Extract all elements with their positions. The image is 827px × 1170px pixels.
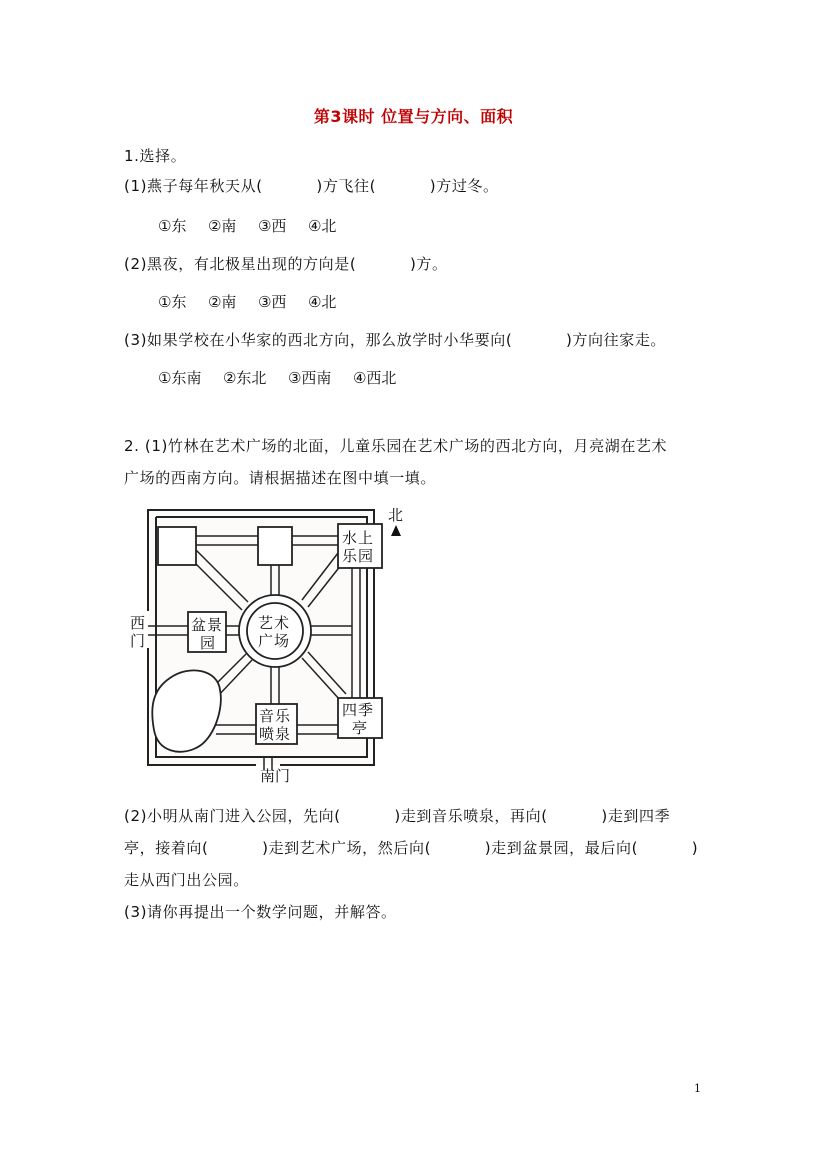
question-1-part-2-options: ①东 ②南 ③西 ④北 (158, 293, 337, 311)
water-park-label-2: 乐园 (342, 547, 375, 565)
question-2-part-3: (3)请你再提出一个数学问题，并解答。 (124, 903, 397, 921)
blank-box-north (258, 527, 292, 565)
bonsai-label-1: 盆景 (191, 616, 224, 634)
fountain-label-2: 喷泉 (259, 725, 292, 743)
question-1-heading: 1.选择。 (124, 147, 187, 165)
north-arrow-icon (391, 525, 401, 536)
fountain-label-1: 音乐 (259, 707, 292, 725)
question-1-part-1: (1)燕子每年秋天从( )方飞往( )方过冬。 (124, 177, 499, 195)
question-2-part-1-line-2: 广场的西南方向。请根据描述在图中填一填。 (124, 469, 437, 487)
south-gate-label: 南门 (260, 767, 291, 785)
blank-box-northwest (158, 527, 196, 565)
question-2-part-2-line-2: 亭，接着向( )走到艺术广场，然后向( )走到盆景园，最后向( ) (124, 839, 699, 857)
park-map (120, 500, 420, 790)
question-1-part-3-options: ①东南 ②东北 ③西南 ④西北 (158, 369, 397, 387)
plaza-label-1: 艺术 (258, 614, 291, 632)
west-gate-label-1: 西 (130, 614, 146, 632)
question-1-part-1-options: ①东 ②南 ③西 ④北 (158, 217, 337, 235)
question-2-part-2-line-1: (2)小明从南门进入公园，先向( )走到音乐喷泉，再向( )走到四季 (124, 807, 671, 825)
water-park-label-1: 水上 (342, 529, 375, 547)
question-2-part-1-line-1: 2. (1)竹林在艺术广场的北面，儿童乐园在艺术广场的西北方向，月亮湖在艺术 (124, 437, 668, 455)
bonsai-label-2: 园 (200, 634, 216, 652)
question-1-part-3: (3)如果学校在小华家的西北方向，那么放学时小华要向( )方向往家走。 (124, 331, 667, 349)
page-number: 1 (694, 1082, 701, 1095)
page-title: 第3课时 位置与方向、面积 (313, 107, 514, 126)
north-label: 北 (388, 506, 404, 524)
question-1-part-2: (2)黑夜，有北极星出现的方向是( )方。 (124, 255, 448, 273)
west-gate-label-2: 门 (130, 632, 146, 650)
plaza-label-2: 广场 (258, 632, 291, 650)
question-2-part-2-line-3: 走从西门出公园。 (124, 871, 249, 889)
pavilion-label-2: 亭 (352, 719, 368, 737)
pavilion-label-1: 四季 (342, 701, 375, 719)
